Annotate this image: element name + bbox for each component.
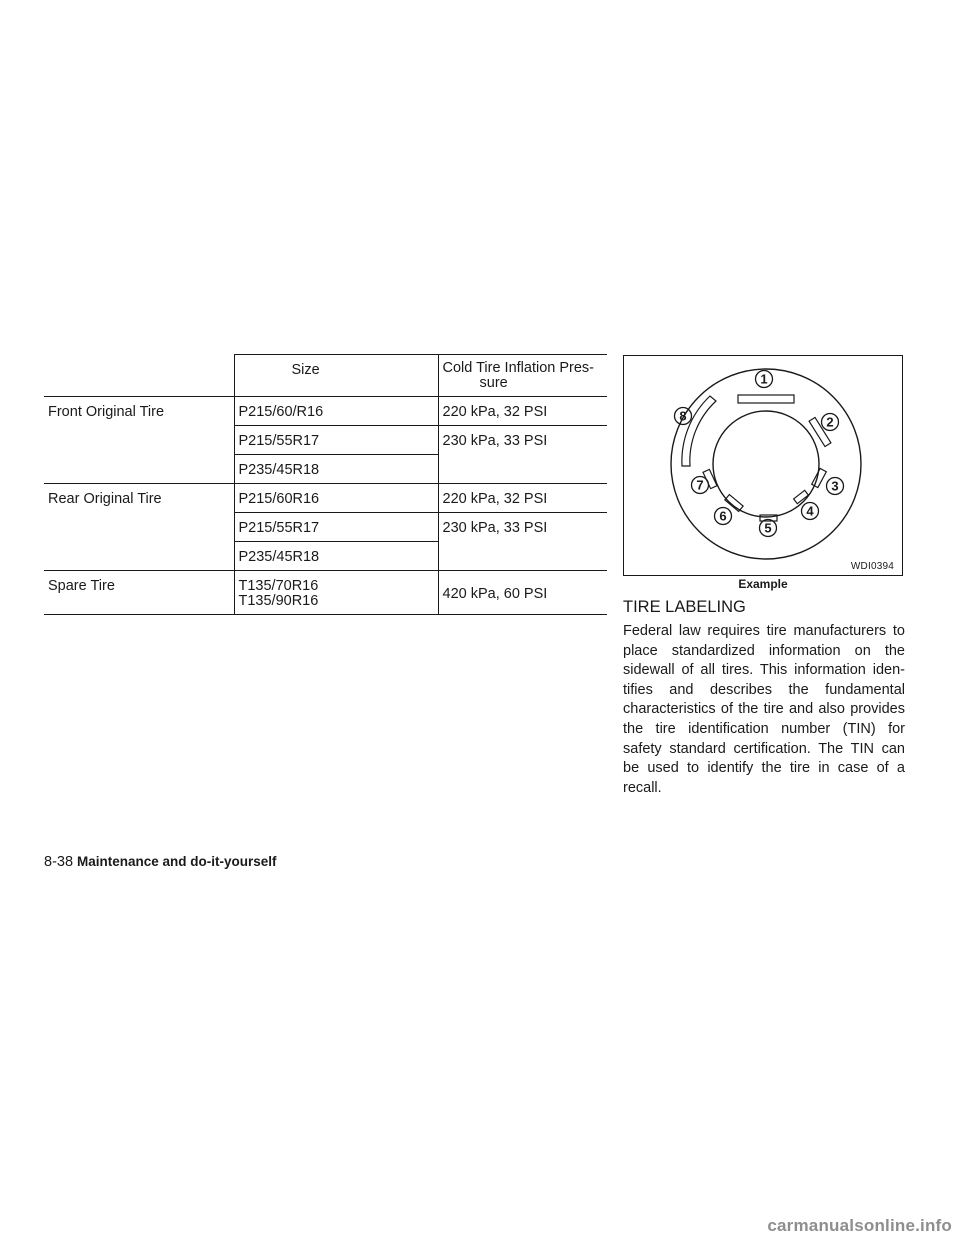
callout-2-number: 2 [826, 414, 834, 430]
size-line: T135/70R16 [238, 578, 319, 594]
tire-label: Rear Original Tire [44, 484, 234, 513]
tire-label: Spare Tire [44, 571, 234, 615]
chapter-title: Maintenance and do-it-yourself [77, 854, 277, 869]
callout-4 [802, 503, 819, 520]
section-body: Federal law requires tire manufacturers to place standardized information on the sidewall of all tires. This information identifies and describes the fundamental characteristics of the tire and also provides the tire identification number (TIN) for safety standard certification. The TIN can be used to identify the tire in case of a recall. [623, 623, 905, 796]
watermark: carmanualsonline.info [767, 1216, 952, 1235]
tire-sidewall-diagram [624, 356, 901, 574]
table-row [44, 484, 607, 513]
region-8 [682, 396, 716, 466]
table-header-row [44, 355, 607, 397]
callout-1 [756, 371, 773, 388]
callout-5 [760, 520, 777, 537]
header-pressure [438, 355, 607, 397]
table-row [44, 397, 607, 426]
pressure-cell: 220 kPa, 32 PSI [438, 397, 607, 426]
size-cell: P215/60R16 [234, 484, 438, 513]
callout-5-number: 5 [764, 520, 772, 536]
size-line: T135/90R16 [238, 593, 319, 609]
tire-inner-circle [713, 411, 819, 517]
callout-1-number: 1 [760, 371, 768, 387]
callout-6-number: 6 [719, 508, 727, 524]
callout-3 [827, 478, 844, 495]
page-footer [44, 854, 277, 870]
size-cell [234, 571, 438, 615]
size-cell: P215/60/R16 [234, 397, 438, 426]
tire-pressure-table [44, 354, 607, 615]
pressure-cell: 420 kPa, 60 PSI [438, 571, 607, 615]
tire-label: Front Original Tire [44, 397, 234, 426]
section-heading: TIRE LABELING [623, 598, 746, 616]
callout-8 [675, 408, 692, 425]
size-cell: P235/45R18 [234, 455, 438, 484]
callout-3-number: 3 [831, 478, 839, 494]
header-pressure-line1: Cold Tire Inflation Pres- [442, 360, 595, 376]
header-size-label: Size [291, 362, 320, 378]
figure-caption: Example [738, 577, 788, 591]
size-cell: P215/55R17 [234, 513, 438, 542]
tire-label [44, 542, 234, 571]
callout-7 [692, 477, 709, 494]
figure-code: WDI0394 [850, 561, 894, 572]
table-row [44, 513, 607, 542]
page-number: 8-38 [44, 854, 74, 870]
callout-6 [715, 508, 732, 525]
callout-4-number: 4 [806, 503, 814, 519]
table-row [44, 426, 607, 455]
tire-label [44, 426, 234, 455]
table-row [44, 571, 607, 615]
region-3 [812, 468, 827, 487]
pressure-cell: 230 kPa, 33 PSI [438, 426, 607, 484]
pressure-cell: 230 kPa, 33 PSI [438, 513, 607, 571]
size-cell: P215/55R17 [234, 426, 438, 455]
region-1 [738, 395, 794, 403]
pressure-cell: 220 kPa, 32 PSI [438, 484, 607, 513]
header-size [234, 355, 438, 397]
callout-7-number: 7 [696, 477, 704, 493]
tire-sidewall-figure [623, 355, 903, 576]
callout-2 [822, 414, 839, 431]
size-cell: P235/45R18 [234, 542, 438, 571]
header-pressure-line2: sure [479, 375, 508, 391]
header-blank [44, 355, 234, 397]
tire-label [44, 455, 234, 484]
callout-8-number: 8 [679, 408, 687, 424]
region-4 [794, 490, 809, 503]
tire-label [44, 513, 234, 542]
